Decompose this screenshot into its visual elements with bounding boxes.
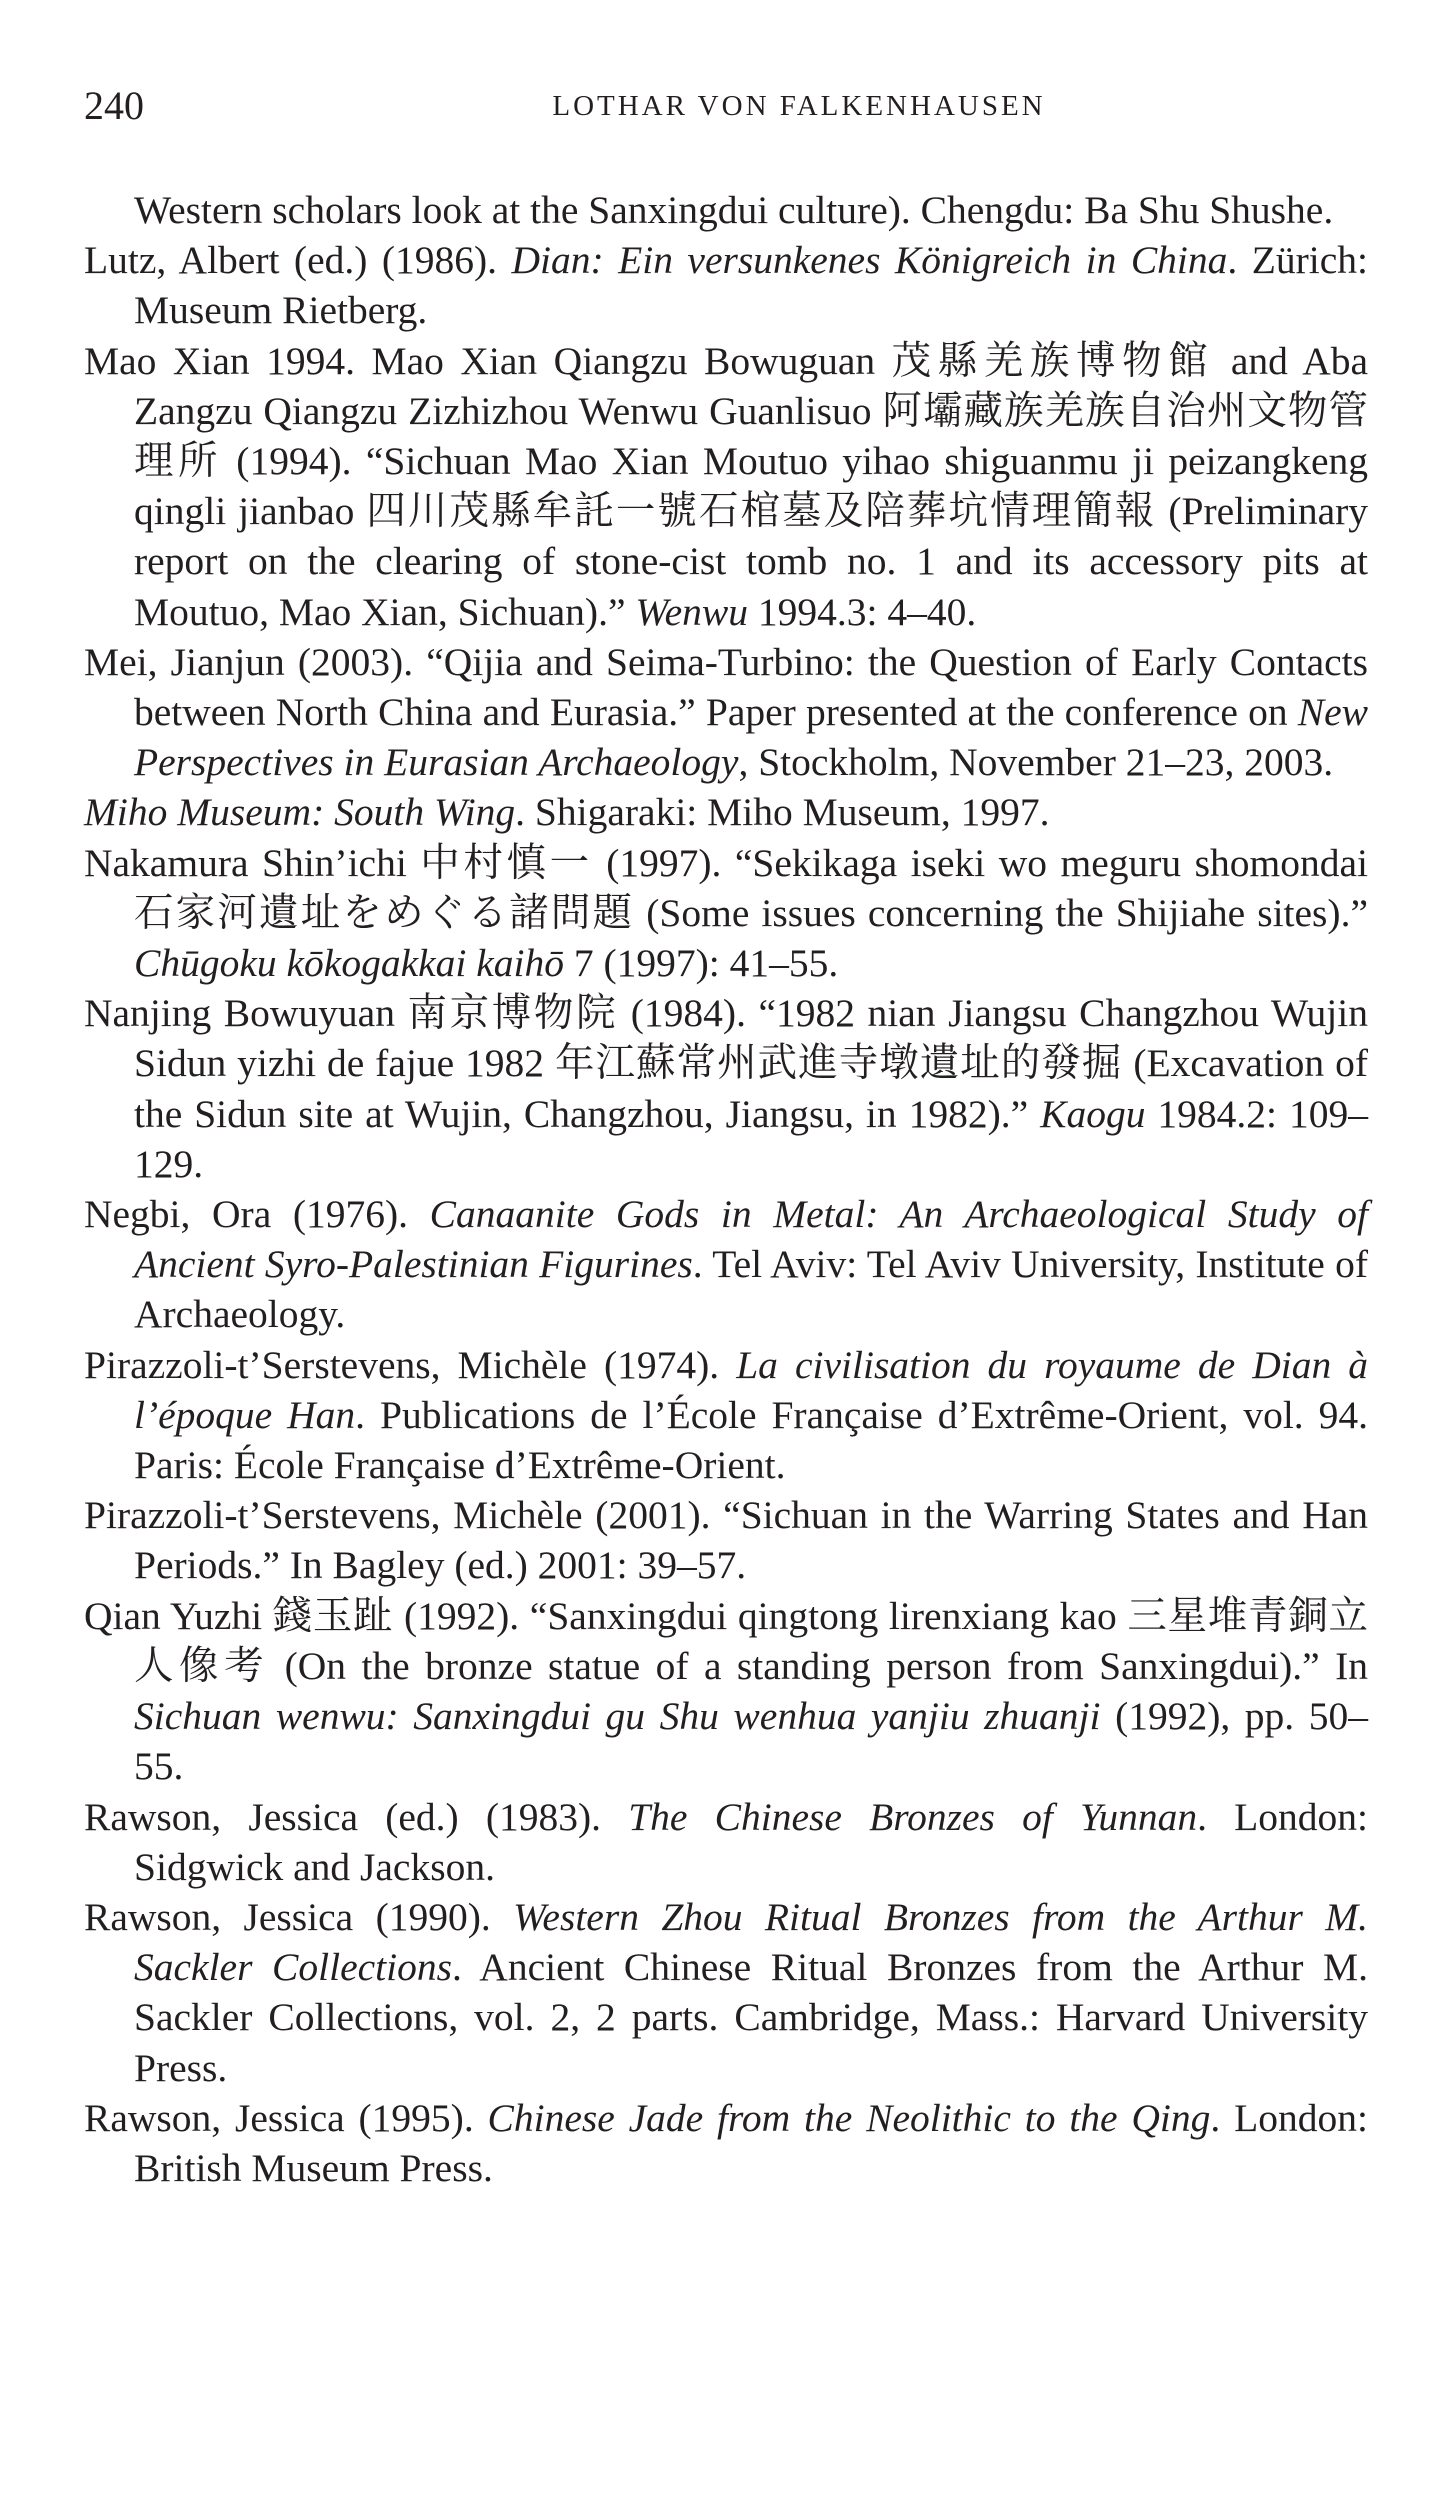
entry-italic-title: La civilisation du royaume de Dian à l’époque Han xyxy=(134,1342,1368,1437)
entry-text: . London: British Museum Press. xyxy=(134,2095,1368,2190)
bibliography-entry-negbi-1976 xyxy=(84,1189,1368,1340)
bibliography-entry-qian-1992 xyxy=(84,1591,1368,1792)
entry-text: 1984.2: 109–129. xyxy=(134,1091,1368,1186)
entry-text: . Shigaraki: Miho Museum, 1997. xyxy=(515,790,1050,835)
entry-italic-title: Sichuan wenwu: Sanxingdui gu Shu wenhua yanjiu zhuanji xyxy=(134,1694,1101,1739)
running-head: LOTHAR VON FALKENHAUSEN xyxy=(552,90,1046,122)
entry-text: Pirazzoli-t’Serstevens, Michèle (2001). “Sichuan in the Warring States and Han Periods.” In Bagley (ed.) 2001: 39–57. xyxy=(84,1493,1368,1588)
entry-text: Nanjing Bowuyuan 南京博物院 (1984). “1982 nian Jiangsu Changzhou Wujin Sidun yizhi de fajue 1982 年江蘇常州武進寺墩遺址的發掘 (Excavation of the Sidun site at Wujin, Changzhou, Jiangsu, in 1982).” xyxy=(84,991,1368,1136)
entry-italic-title: Chūgoku kōkogakkai kaihō xyxy=(134,941,564,986)
entry-italic-title: Canaanite Gods in Metal: An Archaeological Study of Ancient Syro-Palestinian Figurines xyxy=(134,1192,1368,1287)
bibliography-list xyxy=(84,185,1368,2193)
entry-text: Nakamura Shin’ichi 中村慎一 (1997). “Sekikaga iseki wo meguru shomondai 石家河遺址をめぐる諸問題 (Some issues concerning the Shijiahe sites).” xyxy=(84,840,1368,935)
entry-text: , Stockholm, November 21–23, 2003. xyxy=(738,740,1334,785)
entry-text: Mei, Jianjun (2003). “Qijia and Seima-Turbino: the Question of Early Contacts between North China and Eurasia.” Paper presented at the conference on xyxy=(84,639,1368,735)
entry-italic-title: Western Zhou Ritual Bronzes from the Arthur M. Sackler Collections xyxy=(134,1894,1368,1990)
bibliography-entry-rawson-1983 xyxy=(84,1792,1368,1892)
bibliography-entry-nakamura-1997 xyxy=(84,838,1368,989)
entry-text: (1992), pp. 50–55. xyxy=(134,1694,1368,1789)
bibliography-entry-pirazzoli-2001 xyxy=(84,1490,1368,1590)
entry-text: Western scholars look at the Sanxingdui culture). Chengdu: Ba Shu Shushe. xyxy=(134,188,1334,232)
bibliography-entry-continued xyxy=(84,185,1368,235)
entry-text: Rawson, Jessica (1995). xyxy=(84,2095,488,2140)
entry-text: . London: Sidgwick and Jackson. xyxy=(134,1794,1369,1889)
bibliography-entry-rawson-1990 xyxy=(84,1892,1368,2093)
entry-text: Rawson, Jessica (ed.) (1983). xyxy=(84,1794,629,1839)
entry-italic-title: Wenwu xyxy=(635,589,749,634)
bibliography-entry-mao-xian-1994 xyxy=(84,336,1368,637)
bibliography-entry-miho-1997 xyxy=(84,787,1368,837)
entry-text: Mao Xian 1994. Mao Xian Qiangzu Bowuguan 茂縣羌族博物館 and Aba Zangzu Qiangzu Zizhizhou Wenwu Guanlisuo 阿壩藏族羌族自治州文物管理所 (1994). “Sichuan Mao Xian Moutuo yihao shiguanmu ji peizangkeng qingli jianbao 四川茂縣牟託一號石棺墓及陪葬坑情理簡報 (Preliminary report on the clearing of stone-cist tomb no. 1 and its accessory pits at Moutuo, Mao Xian, Sichuan).” xyxy=(84,338,1368,634)
entry-italic-title: The Chinese Bronzes of Yunnan xyxy=(628,1794,1198,1839)
entry-text: Rawson, Jessica (1990). xyxy=(84,1894,514,1939)
bibliography-entry-mei-2003 xyxy=(84,637,1368,788)
entry-text: Qian Yuzhi 錢玉趾 (1992). “Sanxingdui qingtong lirenxiang kao 三星堆青銅立人像考 (On the bronze statue of a standing person from Sanxingdui).” In xyxy=(84,1593,1368,1688)
entry-italic-title: Miho Museum: South Wing xyxy=(84,790,516,835)
entry-text: . Publications de l’École Française d’Extrême-Orient, vol. 94. Paris: École Française d’Extrême-Orient. xyxy=(134,1392,1368,1488)
page-number: 240 xyxy=(84,83,144,128)
entry-text: . Zürich: Museum Rietberg. xyxy=(134,238,1369,333)
entry-text: 7 (1997): 41–55. xyxy=(564,941,839,986)
bibliography-entry-pirazzoli-1974 xyxy=(84,1340,1368,1491)
entry-italic-title: Kaogu xyxy=(1040,1091,1146,1136)
bibliography-entry-nanjing-1984 xyxy=(84,988,1368,1189)
bibliography-entry-lutz-1986 xyxy=(84,235,1368,335)
page-header xyxy=(84,76,1364,136)
entry-text: Negbi, Ora (1976). xyxy=(84,1192,430,1237)
entry-italic-title: Dian: Ein versunkenes Königreich in China xyxy=(511,238,1228,283)
bibliography-entry-rawson-1995 xyxy=(84,2093,1368,2193)
entry-italic-title: Chinese Jade from the Neolithic to the Qing xyxy=(487,2095,1211,2140)
entry-italic-title: New Perspectives in Eurasian Archaeology xyxy=(134,690,1368,785)
entry-text: 1994.3: 4–40. xyxy=(748,589,977,634)
entry-text: Pirazzoli-t’Serstevens, Michèle (1974). xyxy=(84,1342,737,1387)
entry-text: . Ancient Chinese Ritual Bronzes from the Arthur M. Sackler Collections, vol. 2, 2 parts. Cambridge, Mass.: Harvard University Press. xyxy=(134,1945,1368,2090)
entry-text: Lutz, Albert (ed.) (1986). xyxy=(84,238,512,283)
entry-text: . Tel Aviv: Tel Aviv University, Institute of Archaeology. xyxy=(134,1242,1368,1337)
